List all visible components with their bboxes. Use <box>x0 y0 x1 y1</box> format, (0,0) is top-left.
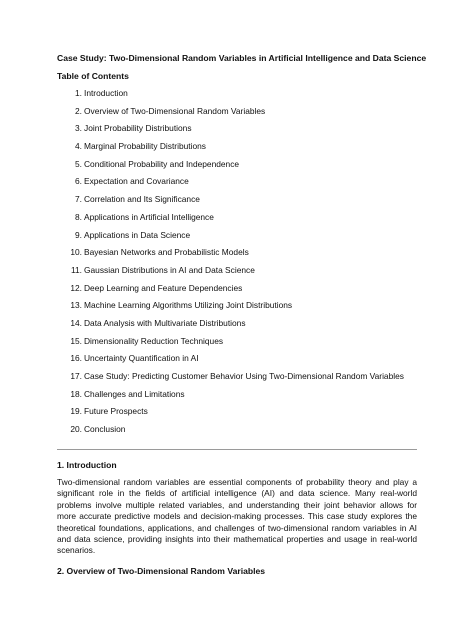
toc-item <box>57 318 404 336</box>
toc-item <box>57 300 404 318</box>
toc-item <box>57 283 404 301</box>
toc-item-number: 8. <box>75 211 82 222</box>
toc-item <box>57 424 404 442</box>
toc-item-label: Correlation and Its Significance <box>84 194 200 205</box>
toc-item-number: 4. <box>75 141 82 152</box>
toc-item <box>57 247 404 265</box>
toc-item-label: Marginal Probability Distributions <box>84 141 206 152</box>
toc-item-number: 15. <box>70 335 82 346</box>
toc-heading: Table of Contents <box>57 71 129 81</box>
toc-item-label: Expectation and Covariance <box>84 176 189 187</box>
toc-item-number: 12. <box>70 282 82 293</box>
toc-item-number: 7. <box>75 194 82 205</box>
toc-item-number: 9. <box>75 229 82 240</box>
toc-item <box>57 230 404 248</box>
toc-item-number: 20. <box>70 424 82 435</box>
toc-item <box>57 406 404 424</box>
toc-item-label: Overview of Two-Dimensional Random Variables <box>84 105 266 116</box>
toc-item-number: 10. <box>70 247 82 258</box>
toc-item <box>57 123 404 141</box>
toc-item-label: Data Analysis with Multivariate Distributions <box>84 317 246 328</box>
introduction-heading: 1. Introduction <box>57 460 117 470</box>
toc-item <box>57 212 404 230</box>
toc-item-label: Gaussian Distributions in AI and Data Science <box>84 264 255 275</box>
toc-item-number: 19. <box>70 406 82 417</box>
toc-item-label: Conclusion <box>84 424 126 435</box>
overview-heading: 2. Overview of Two-Dimensional Random Variables <box>57 566 266 576</box>
toc-item-number: 11. <box>70 264 82 275</box>
toc-item <box>57 176 404 194</box>
toc-item <box>57 106 404 124</box>
toc-item-label: Joint Probability Distributions <box>84 123 192 134</box>
toc-item-number: 5. <box>75 158 82 169</box>
toc-item <box>57 336 404 354</box>
toc-item-label: Introduction <box>84 88 128 98</box>
toc-item <box>57 353 404 371</box>
toc-item-number: 3. <box>75 123 82 134</box>
toc-item-label: Uncertainty Quantification in AI <box>84 353 199 364</box>
section-divider <box>57 449 417 450</box>
toc-item <box>57 88 404 106</box>
document-title: Case Study: Two-Dimensional Random Variables in Artificial Intelligence and Data Science <box>57 53 427 63</box>
toc-item-label: Bayesian Networks and Probabilistic Models <box>84 247 249 258</box>
toc-item <box>57 194 404 212</box>
toc-item-number: 13. <box>70 300 82 311</box>
table-of-contents <box>57 88 404 442</box>
toc-item-label: Challenges and Limitations <box>84 388 185 399</box>
toc-item-label: Deep Learning and Feature Dependencies <box>84 282 243 293</box>
toc-item-number: 17. <box>70 371 82 381</box>
toc-item-label: Applications in Artificial Intelligence <box>84 211 214 222</box>
toc-item-label: Dimensionality Reduction Techniques <box>84 335 224 346</box>
toc-item-number: 6. <box>75 176 82 187</box>
toc-item-number: 2. <box>75 105 82 116</box>
toc-item-label: Machine Learning Algorithms Utilizing Joint Distributions <box>84 300 293 311</box>
toc-item <box>57 389 404 407</box>
introduction-paragraph: Two-dimensional random variables are essential components of probability theory and play a significant role in the fields of artificial intelligence (AI) and data science. Many real-world problems involve multiple related variables, and understanding their joint behavior allows for more accurate predictive models and decision-making processes. This case study explores the theoretical foundations, applications, and challenges of two-dimensional random variables in AI and data science, providing insights into their mathematical properties and usage in real-world scenarios. <box>57 477 417 556</box>
toc-item-label: Applications in Data Science <box>84 229 191 240</box>
toc-item-number: 16. <box>70 353 82 364</box>
toc-item-label: Conditional Probability and Independence <box>84 158 240 169</box>
toc-item-number: 18. <box>70 388 82 399</box>
toc-item <box>57 265 404 283</box>
toc-item-label: Case Study: Predicting Customer Behavior Using Two-Dimensional Random Variables <box>84 371 404 381</box>
toc-item-number: 14. <box>70 317 82 328</box>
toc-item <box>57 159 404 177</box>
toc-item <box>57 371 404 389</box>
toc-item <box>57 141 404 159</box>
toc-item-number: 1. <box>75 88 82 98</box>
toc-item-label: Future Prospects <box>84 406 148 417</box>
